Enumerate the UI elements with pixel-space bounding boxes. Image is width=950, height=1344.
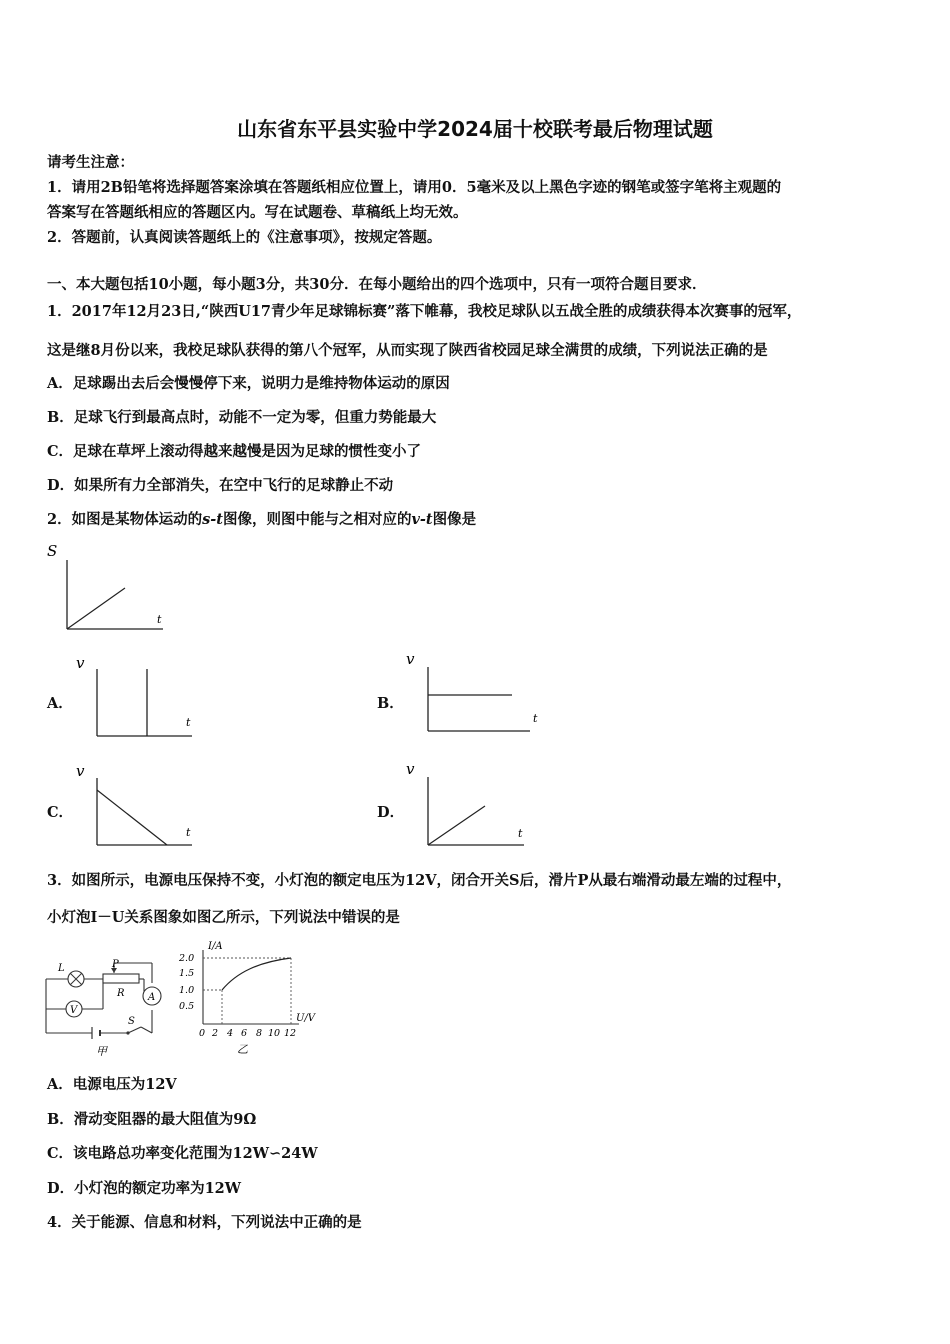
page-title: 山东省东平县实验中学2024届十校联考最后物理试题 bbox=[237, 117, 713, 141]
q2-stem bbox=[47, 510, 476, 530]
iu-xtick-0: 0 bbox=[199, 1028, 206, 1039]
vt-c-axis-t: t bbox=[186, 826, 191, 839]
iu-xtick-4: 4 bbox=[227, 1028, 234, 1039]
q2-stem-pre: 2．如图是某物体运动的 bbox=[47, 511, 203, 528]
section-heading: 一、本大题包括10小题，每小题3分，共30分．在每小题给出的四个选项中，只有一项符合题目要求． bbox=[47, 276, 707, 293]
iu-ytick-1.0: 1.0 bbox=[179, 985, 195, 996]
notice-line-2: 答案写在答题纸相应的答题区内。写在试题卷、草稿纸上均无效。 bbox=[47, 204, 468, 221]
circuit-diagram bbox=[40, 955, 170, 1060]
q3-option-d: D．小灯泡的额定功率为12W bbox=[47, 1180, 242, 1197]
iu-graph bbox=[175, 938, 325, 1063]
iu-ylabel: I/A bbox=[208, 941, 223, 952]
q1-option-b: B．足球飞行到最高点时，动能不一定为零，但重力势能最大 bbox=[47, 409, 437, 426]
vt-graph-a bbox=[70, 655, 200, 745]
q3-option-b: B．滑动变阻器的最大阻值为9Ω bbox=[47, 1111, 257, 1128]
vt-a-axis-t: t bbox=[186, 716, 191, 729]
vt-d-axis-v: v bbox=[406, 760, 415, 778]
circuit-label-p: P bbox=[112, 959, 119, 970]
iu-ytick-1.5: 1.5 bbox=[179, 968, 195, 979]
q1-stem-line-2: 这是继8月份以来，我校足球队获得的第八个冠军，从而实现了陕西省校园足球全满贯的成绩，下列说法正确的是 bbox=[47, 342, 768, 359]
circuit-caption: 甲 bbox=[96, 1045, 107, 1058]
notice-line-3: 2．答题前，认真阅读答题纸上的《注意事项》，按规定答题。 bbox=[47, 229, 442, 246]
notice-heading: 请考生注意： bbox=[47, 154, 134, 171]
circuit-label-l: L bbox=[58, 963, 65, 974]
rheostat-icon bbox=[103, 974, 139, 983]
q2-stem-post: 图像是 bbox=[432, 511, 477, 528]
q1-option-d: D．如果所有力全部消失，在空中飞行的足球静止不动 bbox=[47, 477, 394, 494]
q2-stem-mid: 图像，则图中能与之相对应的 bbox=[222, 511, 412, 528]
vt-b-axis-t: t bbox=[533, 712, 538, 725]
vt-d-line bbox=[428, 806, 485, 845]
iu-xtick-12: 12 bbox=[284, 1028, 297, 1039]
circuit-label-s: S bbox=[128, 1016, 135, 1027]
vt-b-axis-v: v bbox=[406, 650, 415, 668]
vt-d-axis-t: t bbox=[518, 827, 523, 840]
notice-line-1: 1．请用2B铅笔将选择题答案涂填在答题纸相应位置上，请用0．5毫米及以上黑色字迹的钢笔或签字笔将主观题的 bbox=[47, 179, 782, 196]
q1-option-a: A．足球踢出去后会慢慢停下来，说明力是维持物体运动的原因 bbox=[47, 375, 450, 392]
q2-option-c-label: C． bbox=[47, 804, 74, 821]
q1-stem-line-1: 1．2017年12月23日,“陕西U17青少年足球锦标赛”落下帷幕，我校足球队以五战全胜的成绩获得本次赛事的冠军， bbox=[47, 303, 802, 320]
iu-xtick-8: 8 bbox=[256, 1028, 263, 1039]
q3-stem-line-1: 3．如图所示，电源电压保持不变，小灯泡的额定电压为12V，闭合开关S后，滑片P从最右端滑动最左端的过程中， bbox=[47, 872, 792, 889]
iu-xtick-2: 2 bbox=[212, 1028, 219, 1039]
iu-xlabel: U/V bbox=[296, 1013, 316, 1024]
q4-stem: 4．关于能源、信息和材料，下列说法中正确的是 bbox=[47, 1214, 362, 1231]
iu-caption: 乙 bbox=[237, 1043, 248, 1056]
st-graph bbox=[45, 540, 175, 640]
vt-graph-d bbox=[400, 760, 540, 850]
vt-a-axis-v: v bbox=[76, 654, 85, 672]
iu-curve bbox=[222, 958, 291, 990]
st-axis-x-label: t bbox=[157, 613, 162, 626]
st-line bbox=[67, 588, 125, 629]
circuit-label-v: V bbox=[70, 1005, 78, 1016]
q2-stem-vt: v-t bbox=[411, 511, 433, 528]
circuit-label-a: A bbox=[148, 992, 156, 1003]
q3-option-c: C．该电路总功率变化范围为12W∽24W bbox=[47, 1145, 318, 1162]
vt-graph-c bbox=[70, 762, 200, 852]
vt-c-axis-v: v bbox=[76, 762, 85, 780]
q2-stem-st: s-t bbox=[202, 511, 223, 528]
q1-option-c: C．足球在草坪上滚动得越来越慢是因为足球的惯性变小了 bbox=[47, 443, 422, 460]
iu-ytick-0.5: 0.5 bbox=[179, 1001, 195, 1012]
iu-xtick-6: 6 bbox=[241, 1028, 248, 1039]
iu-ytick-2.0: 2.0 bbox=[179, 953, 195, 964]
circuit-label-r: R bbox=[117, 988, 125, 999]
q2-option-a-label: A． bbox=[47, 695, 73, 712]
q3-stem-line-2: 小灯泡I－U关系图象如图乙所示，下列说法中错误的是 bbox=[47, 909, 400, 926]
vt-graph-b bbox=[400, 650, 545, 740]
iu-xtick-10: 10 bbox=[268, 1028, 281, 1039]
st-axis-y-label: S bbox=[47, 542, 58, 560]
vt-c-line bbox=[97, 790, 167, 845]
q2-option-b-label: B． bbox=[377, 695, 404, 712]
q3-option-a: A．电源电压为12V bbox=[47, 1076, 177, 1093]
q2-option-d-label: D． bbox=[377, 804, 405, 821]
